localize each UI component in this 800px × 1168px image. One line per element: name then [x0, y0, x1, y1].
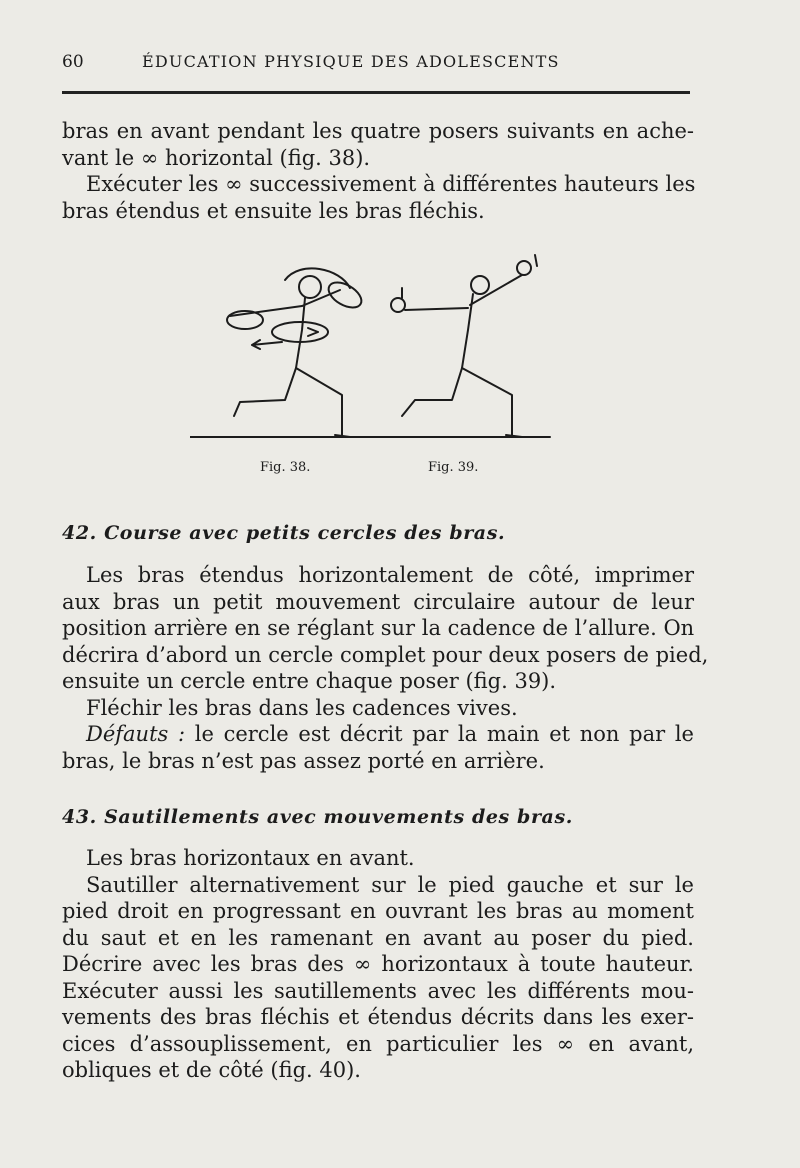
- section-title: Course avec petits cercles des bras.: [104, 522, 506, 544]
- figure-illustration: [190, 250, 560, 450]
- runner-head: [471, 276, 489, 294]
- text-line: bras, le bras n’est pas assez porté en arrière.: [62, 748, 545, 773]
- circle-left: [391, 298, 405, 312]
- text-line: Exécuter les ∞ successivement à différentes hauteurs les: [86, 172, 696, 196]
- text-line: Décrire avec les bras des ∞ horizontaux à toute hauteur.: [62, 952, 694, 976]
- text-line: Exécuter aussi les sautillements avec les différents mou-: [62, 978, 694, 1003]
- text-line: vant le ∞ horizontal (fig. 38).: [62, 145, 371, 170]
- runner-back-leg: [234, 368, 296, 416]
- figure-39-caption: Fig. 39.: [428, 460, 479, 475]
- intro-paragraph: [62, 118, 694, 224]
- arrow-right: [308, 328, 318, 336]
- section-42-heading: [62, 522, 505, 544]
- text-line: Fléchir les bras dans les cadences vives.: [86, 695, 518, 720]
- runner-front-leg: [296, 368, 342, 437]
- section-number: 42.: [62, 522, 97, 544]
- runner-front-leg: [462, 368, 512, 437]
- figure-38-runner: [227, 268, 366, 437]
- section-42-body: [62, 562, 709, 774]
- section-number: 43.: [62, 806, 97, 828]
- text-line: ensuite un cercle entre chaque poser (fig. 39).: [62, 669, 557, 693]
- figure-39-runner: [391, 255, 537, 437]
- text-line: pied droit en progressant en ouvrant les bras au moment: [62, 899, 694, 923]
- section-title: Sautillements avec mouvements des bras.: [104, 806, 573, 828]
- defauts-label: Défauts :: [86, 722, 186, 746]
- text-line: bras étendus et ensuite les bras fléchis.: [62, 198, 485, 223]
- arrow-right-up: [535, 255, 537, 266]
- text-line: Sautiller alternativement sur le pied gauche et sur le: [86, 872, 694, 897]
- running-head: [62, 52, 690, 78]
- section-43-body: [62, 845, 694, 1084]
- running-title: ÉDUCATION PHYSIQUE DES ADOLESCENTS: [142, 52, 560, 71]
- arrow-left: [252, 340, 282, 349]
- text-line: Les bras horizontaux en avant.: [86, 846, 415, 870]
- text-line: vements des bras fléchis et étendus décrits dans les exer-: [62, 1005, 694, 1029]
- stick-figures-drawing: [190, 250, 560, 450]
- header-rule: [62, 91, 690, 94]
- runner-head: [299, 276, 321, 298]
- arm-loop-right: [324, 277, 365, 312]
- text-line: obliques et de côté (fig. 40).: [62, 1058, 361, 1082]
- text-line: cices d’assouplissement, en particulier les ∞ en avant,: [62, 1031, 694, 1056]
- text-line: Les bras étendus horizontalement de côté, imprimer: [86, 563, 694, 587]
- figure-38-caption: Fig. 38.: [260, 460, 311, 475]
- section-43-heading: [62, 806, 573, 828]
- runner-arm-left: [405, 308, 468, 310]
- defauts-text: le cercle est décrit par la main et non par le: [194, 722, 694, 746]
- defauts-line: [62, 721, 694, 748]
- circle-right: [517, 261, 531, 275]
- text-line: aux bras un petit mouvement circulaire autour de leur: [62, 589, 694, 614]
- runner-torso: [296, 298, 305, 368]
- page-number: 60: [62, 52, 84, 72]
- text-line: du saut et en les ramenant en avant au poser du pied.: [62, 925, 694, 950]
- text-line: bras en avant pendant les quatre posers suivants en ache-: [62, 119, 694, 143]
- runner-back-leg: [402, 368, 462, 416]
- runner-arm-right: [470, 275, 522, 305]
- text-line: position arrière en se réglant sur la cadence de l’allure. On: [62, 616, 695, 640]
- text-line: décrira d’abord un cercle complet pour deux posers de pied,: [62, 642, 709, 667]
